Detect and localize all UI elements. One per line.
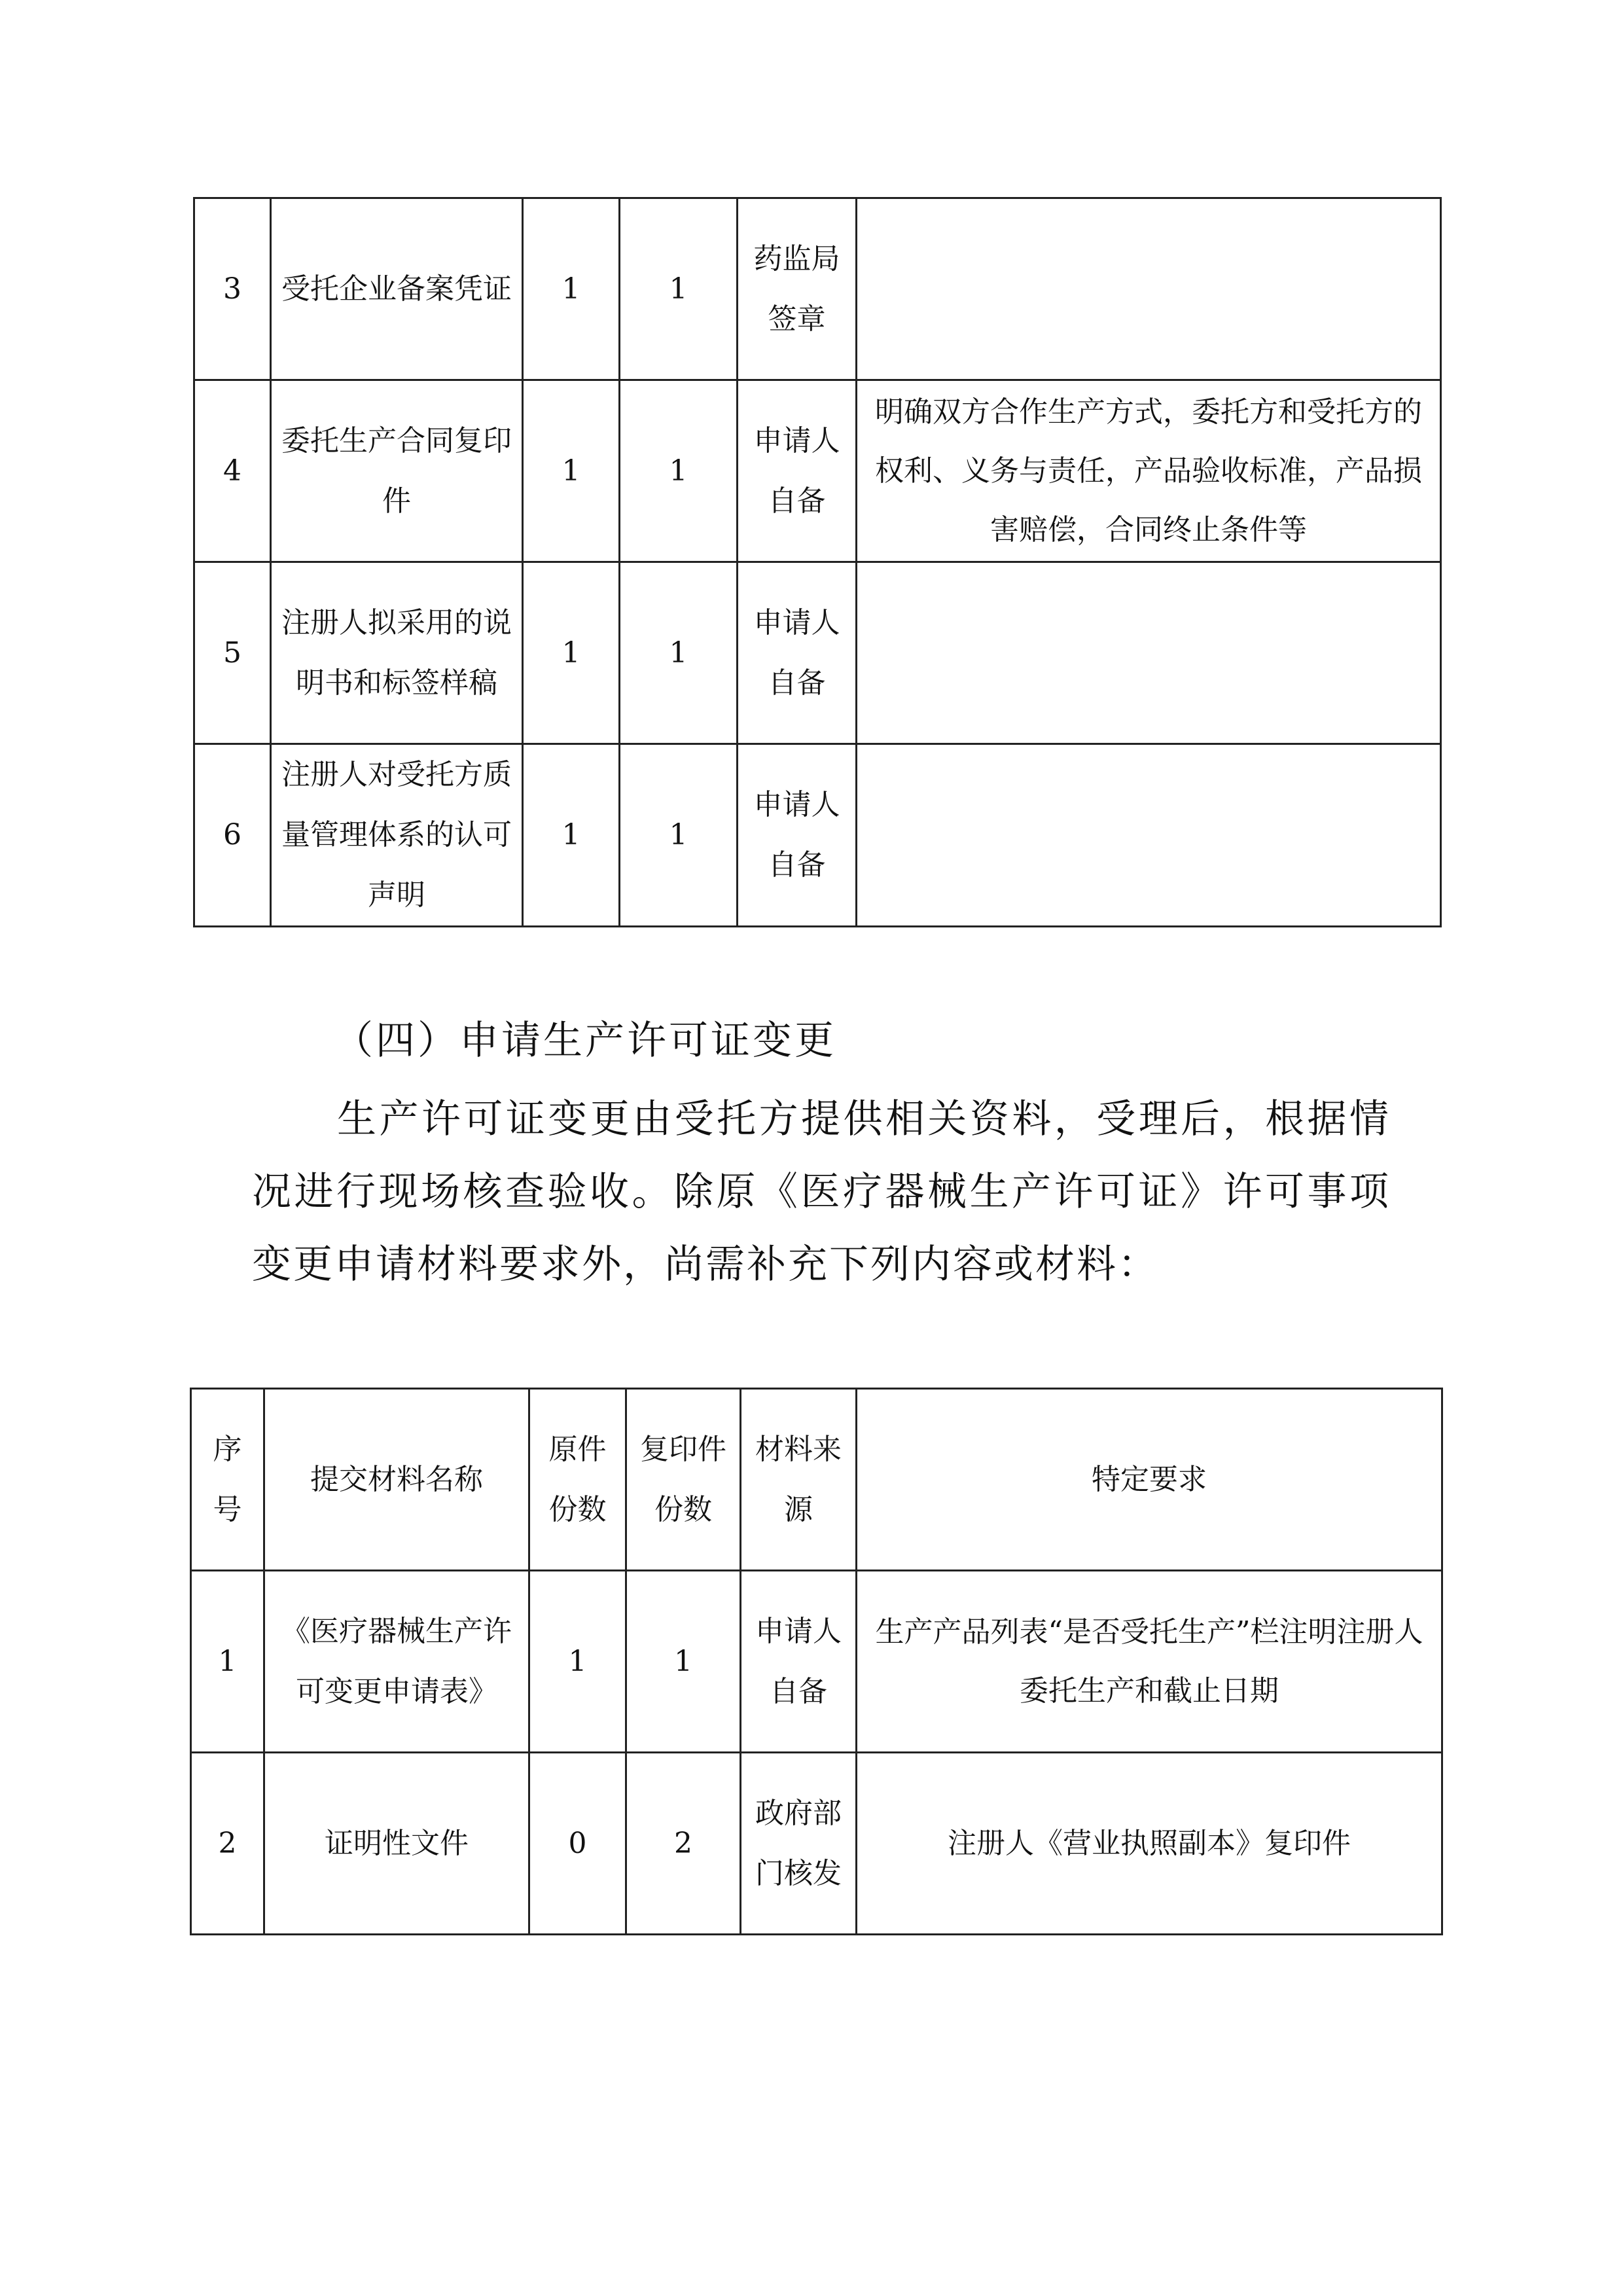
row-number: 6 [194, 744, 271, 927]
material-name: 注册人拟采用的说明书和标签样稿 [271, 562, 523, 744]
row-number: 1 [191, 1571, 264, 1753]
original-count: 1 [523, 562, 620, 744]
material-name: 注册人对受托方质量管理体系的认可声明 [271, 744, 523, 927]
special-requirement [857, 562, 1441, 744]
table-row [194, 380, 1441, 562]
material-source: 申请人自备 [738, 380, 857, 562]
license-change-materials-table [190, 1388, 1443, 1935]
table-row [194, 198, 1441, 380]
table-row [194, 744, 1441, 927]
header-special-requirement: 特定要求 [857, 1389, 1442, 1571]
material-name: 《医疗器械生产许可变更申请表》 [264, 1571, 529, 1753]
header-material-source: 材料来源 [741, 1389, 857, 1571]
copy-count: 1 [620, 562, 738, 744]
special-requirement: 生产产品列表“是否受托生产”栏注明注册人委托生产和截止日期 [857, 1571, 1442, 1753]
header-material-name: 提交材料名称 [264, 1389, 529, 1571]
special-requirement [857, 198, 1441, 380]
original-count: 0 [529, 1753, 626, 1935]
copy-count: 1 [626, 1571, 741, 1753]
row-number: 2 [191, 1753, 264, 1935]
header-original-count: 原件份数 [529, 1389, 626, 1571]
material-source: 政府部门核发 [741, 1753, 857, 1935]
material-source: 申请人自备 [738, 744, 857, 927]
material-name: 受托企业备案凭证 [271, 198, 523, 380]
row-number: 4 [194, 380, 271, 562]
original-count: 1 [523, 198, 620, 380]
copy-count: 2 [626, 1753, 741, 1935]
special-requirement: 注册人《营业执照副本》复印件 [857, 1753, 1442, 1935]
material-source: 申请人自备 [738, 562, 857, 744]
table-row [191, 1753, 1442, 1935]
header-number: 序号 [191, 1389, 264, 1571]
material-source: 药监局签章 [738, 198, 857, 380]
table-row [194, 562, 1441, 744]
copy-count: 1 [620, 744, 738, 927]
table-header-row [191, 1389, 1442, 1571]
original-count: 1 [529, 1571, 626, 1753]
special-requirement [857, 744, 1441, 927]
original-count: 1 [523, 380, 620, 562]
section-heading: （四）申请生产许可证变更 [334, 1018, 836, 1064]
material-source: 申请人自备 [741, 1571, 857, 1753]
row-number: 5 [194, 562, 271, 744]
copy-count: 1 [620, 380, 738, 562]
special-requirement: 明确双方合作生产方式，委托方和受托方的权利、义务与责任，产品验收标准，产品损害赔偿，合同终止条件等 [857, 380, 1441, 562]
row-number: 3 [194, 198, 271, 380]
table-row [191, 1571, 1442, 1753]
section-paragraph: 生产许可证变更由受托方提供相关资料，受理后，根据情况进行现场核查验收。除原《医疗器械生产许可证》许可事项变更申请材料要求外，尚需补充下列内容或材料： [252, 1096, 1391, 1287]
copy-count: 1 [620, 198, 738, 380]
material-name: 证明性文件 [264, 1753, 529, 1935]
material-name: 委托生产合同复印件 [271, 380, 523, 562]
original-count: 1 [523, 744, 620, 927]
materials-table-continued [193, 197, 1442, 927]
header-copy-count: 复印件份数 [626, 1389, 741, 1571]
